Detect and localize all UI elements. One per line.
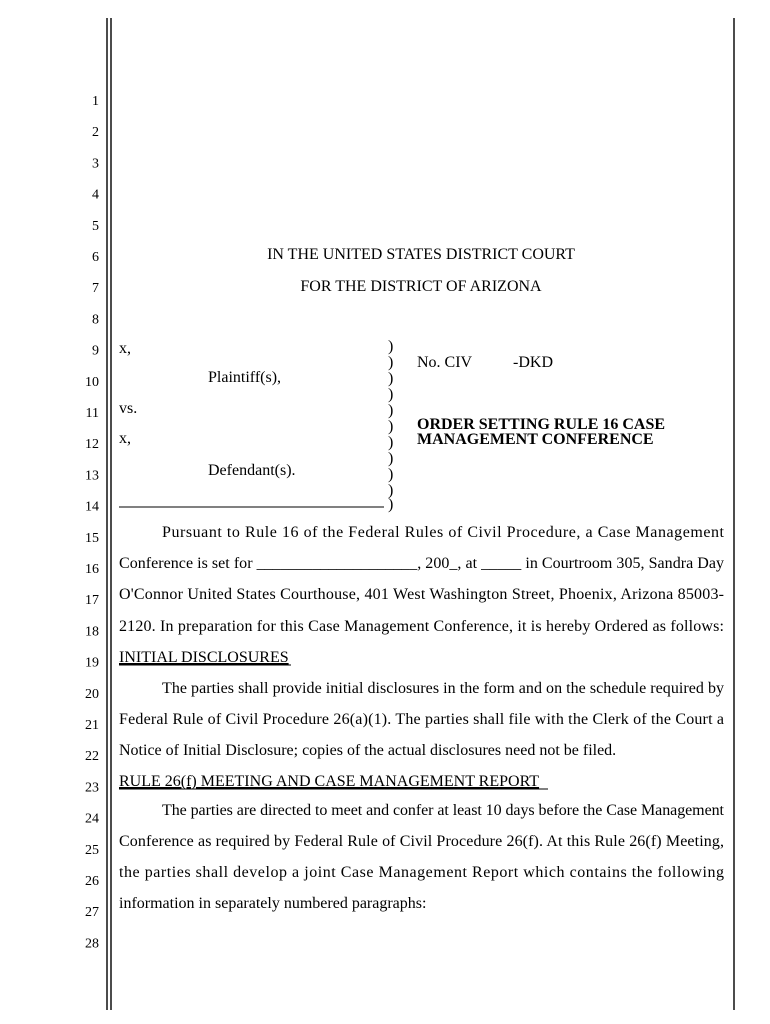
line-number: 5 (92, 218, 99, 234)
caption-paren: ) (388, 434, 394, 451)
body-line: The parties are directed to meet and confer at least 10 days before the Case Management (162, 802, 724, 819)
defendant-name: x, (119, 430, 131, 447)
caption-paren: ) (388, 496, 394, 513)
caption-parentheses (388, 338, 393, 513)
caption-paren: ) (388, 354, 394, 371)
caption-paren: ) (388, 386, 394, 403)
line-number: 28 (85, 936, 99, 952)
caption-paren: ) (388, 418, 394, 435)
case-number-label: No. CIV (417, 354, 473, 371)
body-line: Conference as required by Federal Rule of Civil Procedure 26(f). At this Rule 26(f) Meeting, (119, 833, 724, 850)
line-number: 16 (85, 562, 99, 577)
line-number: 24 (85, 811, 99, 827)
line-number: 22 (85, 749, 99, 765)
body-line: O'Connor United States Courthouse, 401 West Washington Street, Phoenix, Arizona 85003- (119, 586, 724, 603)
body-line: the parties shall develop a joint Case Management Report which contains the following (119, 864, 724, 881)
line-number: 8 (92, 312, 99, 328)
case-number-suffix: -DKD (513, 354, 553, 371)
line-number: 23 (85, 780, 99, 796)
line-number: 11 (85, 406, 99, 421)
body-line: Notice of Initial Disclosure; copies of the actual disclosures need not be filed. (119, 742, 617, 759)
body-line: 2120. In preparation for this Case Management Conference, it is hereby Ordered as follows: (119, 618, 724, 635)
body-line: Conference is set for ____________________, 200_, at _____ in Courtroom 305, Sandra Day (119, 555, 724, 572)
body-line: information in separately numbered paragraphs: (119, 895, 427, 912)
order-title-line1: ORDER SETTING RULE 16 CASE (417, 416, 666, 433)
line-number: 7 (92, 281, 99, 297)
plaintiff-label: Plaintiff(s), (208, 369, 282, 386)
line-number: 9 (92, 343, 99, 359)
line-number: 10 (85, 374, 99, 390)
line-number: 2 (92, 125, 99, 141)
caption-paren: ) (388, 482, 394, 499)
line-number: 14 (85, 499, 99, 515)
section-heading: INITIAL DISCLOSURES (119, 649, 289, 666)
court-name: IN THE UNITED STATES DISTRICT COURT (267, 246, 575, 263)
caption-paren: ) (388, 370, 394, 387)
line-number: 1 (92, 94, 99, 109)
line-number: 15 (85, 530, 99, 546)
line-number: 21 (85, 718, 99, 733)
body-line: The parties shall provide initial disclosures in the form and on the schedule required by (162, 680, 724, 697)
line-number: 17 (85, 593, 99, 609)
line-number: 4 (92, 187, 99, 203)
caption-paren: ) (388, 466, 394, 483)
line-number: 12 (85, 437, 99, 453)
caption-paren: ) (388, 402, 394, 419)
defendant-label: Defendant(s). (208, 462, 296, 479)
line-number: 13 (85, 468, 99, 484)
line-number: 3 (92, 156, 99, 172)
versus: vs. (119, 400, 138, 417)
line-number: 19 (85, 655, 99, 671)
line-number: 26 (85, 874, 99, 889)
body-line: Pursuant to Rule 16 of the Federal Rules of Civil Procedure, a Case Management (162, 524, 724, 541)
order-title-line2: MANAGEMENT CONFERENCE (417, 431, 654, 448)
line-number: 25 (85, 842, 99, 858)
line-number: 18 (85, 624, 99, 640)
court-district: FOR THE DISTRICT OF ARIZONA (300, 278, 542, 295)
caption-paren: ) (388, 450, 394, 467)
line-number: 6 (92, 250, 99, 265)
line-number: 27 (85, 905, 99, 921)
line-number: 20 (85, 686, 99, 702)
section-heading: RULE 26(f) MEETING AND CASE MANAGEMENT REPORT (119, 773, 540, 790)
body-line: Federal Rule of Civil Procedure 26(a)(1). The parties shall file with the Clerk of the Court a (119, 711, 724, 728)
plaintiff-name: x, (119, 340, 131, 357)
caption-paren: ) (388, 338, 394, 355)
